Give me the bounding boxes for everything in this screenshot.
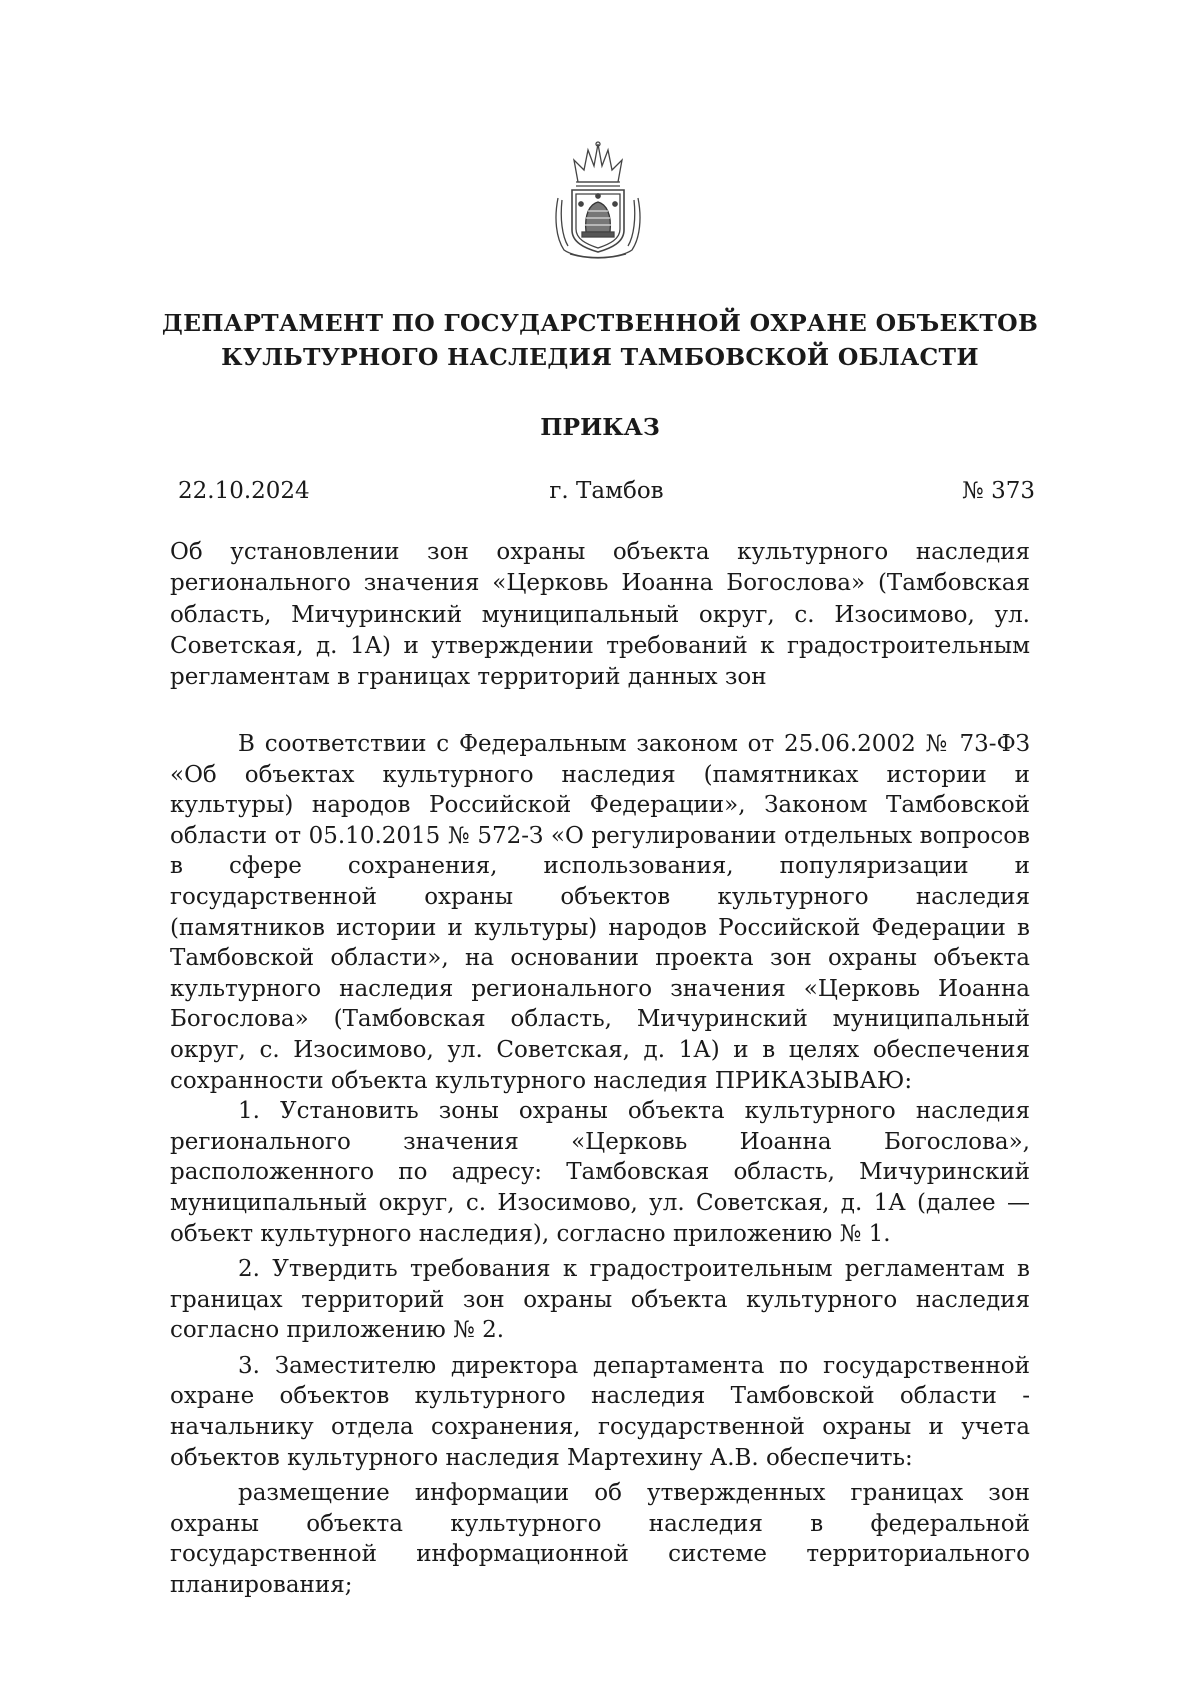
document-number: № 373 — [962, 478, 1035, 504]
document-city: г. Тамбов — [549, 478, 664, 504]
document-subject: Об установлении зон охраны объекта культурного наследия регионального значения «Церковь Иоанна Богослова» (Тамбовская область, Мичуринский муниципальный округ, с. Изосимово, ул. Советская, д. 1А) и утверждении требований к градостроительным регламентам в границах территорий данных зон — [170, 539, 1030, 691]
order-item-2: 2. Утвердить требования к градостроительным регламентам в границах территорий зон охраны объекта культурного наследия согласно приложению № 2. — [170, 1256, 1030, 1344]
organization-title-line-1: ДЕПАРТАМЕНТ ПО ГОСУДАРСТВЕННОЙ ОХРАНЕ ОБЪЕКТОВ — [161, 309, 1039, 337]
organization-title-line-2: КУЛЬТУРНОГО НАСЛЕДИЯ ТАМБОВСКОЙ ОБЛАСТИ — [221, 343, 979, 371]
document-type: ПРИКАЗ — [540, 413, 660, 441]
order-item-1: 1. Установить зоны охраны объекта культурного наследия регионального значения «Церковь Иоанна Богослова», расположенного по адресу: Тамбовская область, Мичуринский муниципальный округ, с. Изосимово, ул. Советская, д. 1А (далее — объект культурного наследия), согласно приложению № 1. — [170, 1098, 1030, 1247]
preamble-paragraph: В соответствии с Федеральным законом от 25.06.2002 № 73-ФЗ «Об объектах культурного наследия (памятниках истории и культуры) народов Российской Федерации», Законом Тамбовской области от 05.10.2015 № 572-З «О регулировании отдельных вопросов в сфере сохранения, использования, популяризации и государственной охраны объектов культурного наследия (памятников истории и культуры) народов Российской Федерации в Тамбовской области», на основании проекта зон охраны объекта культурного наследия регионального значения «Церковь Иоанна Богослова» (Тамбовская область, Мичуринский муниципальный округ, с. Изосимово, ул. Советская, д. 1А) и в целях обеспечения сохранности объекта культурного наследия ПРИКАЗЫВАЮ: — [170, 731, 1030, 1094]
order-item-3-subitem-1: размещение информации об утвержденных границах зон охраны объекта культурного наследия в федеральной государственной информационной системе территориального планирования; — [170, 1480, 1030, 1599]
order-item-3: 3. Заместителю директора департамента по государственной охране объектов культурного наследия Тамбовской области - начальнику отдела сохранения, государственной охраны и учета объектов культурного наследия Мартехину А.В. обеспечить: — [170, 1352, 1030, 1471]
coat-of-arms-icon — [548, 138, 648, 264]
document-body — [170, 729, 1030, 1601]
document-date: 22.10.2024 — [178, 478, 310, 504]
document-meta-row — [178, 478, 1035, 504]
organization-title — [150, 306, 1050, 374]
